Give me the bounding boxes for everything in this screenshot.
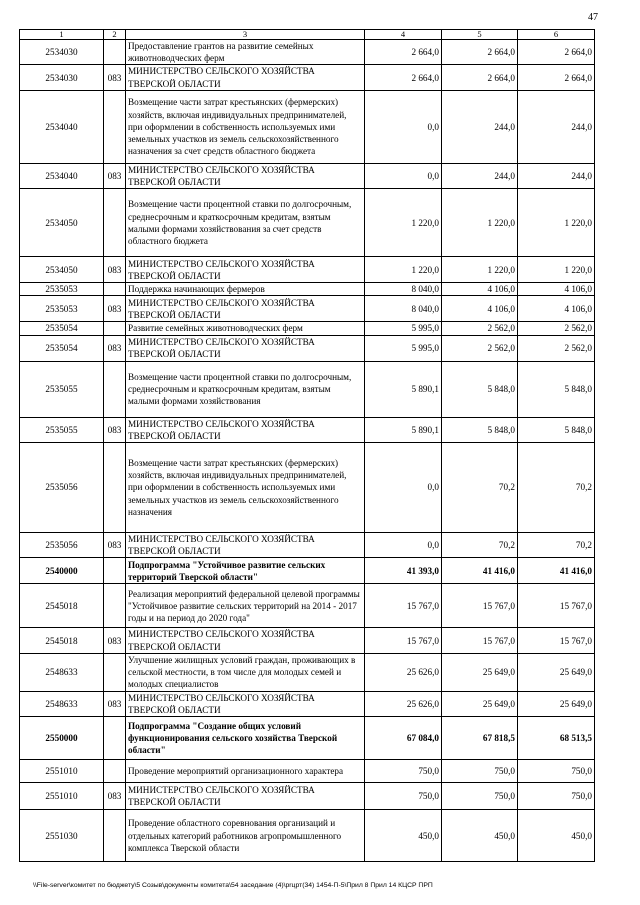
value-col4-cell: 5 890,1 [365, 361, 442, 417]
table-row [20, 322, 595, 335]
value-col4-cell: 1 220,0 [365, 257, 442, 283]
dept-cell: 083 [104, 783, 126, 810]
page-number: 47 [588, 12, 598, 23]
value-col4-cell: 5 890,1 [365, 417, 442, 442]
value-col4-cell: 0,0 [365, 533, 442, 558]
value-col4-cell: 5 995,0 [365, 322, 442, 335]
name-cell: МИНИСТЕРСТВО СЕЛЬСКОГО ХОЗЯЙСТВА ТВЕРСКОЙ ОБЛАСТИ [126, 257, 365, 283]
code-cell: 2535056 [20, 443, 104, 533]
code-cell: 2548633 [20, 653, 104, 691]
table-row [20, 189, 595, 257]
value-col4-cell: 25 626,0 [365, 653, 442, 691]
value-col6-cell: 1 220,0 [518, 189, 595, 257]
value-col5-cell: 4 106,0 [442, 283, 518, 296]
dept-cell [104, 810, 126, 862]
value-col4-cell: 15 767,0 [365, 584, 442, 628]
code-cell: 2534050 [20, 189, 104, 257]
value-col5-cell: 15 767,0 [442, 584, 518, 628]
code-cell: 2534040 [20, 90, 104, 163]
name-cell: Подпрограмма "Устойчивое развитие сельских территорий Тверской области" [126, 558, 365, 584]
value-col6-cell: 25 649,0 [518, 691, 595, 716]
table-row [20, 40, 595, 65]
value-col5-cell: 70,2 [442, 443, 518, 533]
name-cell: МИНИСТЕРСТВО СЕЛЬСКОГО ХОЗЯЙСТВА ТВЕРСКОЙ ОБЛАСТИ [126, 417, 365, 442]
value-col5-cell: 1 220,0 [442, 257, 518, 283]
value-col4-cell: 25 626,0 [365, 691, 442, 716]
value-col4-cell: 8 040,0 [365, 283, 442, 296]
table-row [20, 691, 595, 716]
value-col6-cell: 5 848,0 [518, 417, 595, 442]
code-cell: 2540000 [20, 558, 104, 584]
value-col6-cell: 1 220,0 [518, 257, 595, 283]
dept-cell: 083 [104, 628, 126, 653]
value-col6-cell: 450,0 [518, 810, 595, 862]
value-col6-cell: 4 106,0 [518, 296, 595, 322]
dept-cell: 083 [104, 65, 126, 90]
dept-cell [104, 283, 126, 296]
table-row [20, 558, 595, 584]
code-cell: 2548633 [20, 691, 104, 716]
value-col5-cell: 750,0 [442, 760, 518, 783]
table-row [20, 90, 595, 163]
dept-cell: 083 [104, 533, 126, 558]
name-cell: МИНИСТЕРСТВО СЕЛЬСКОГО ХОЗЯЙСТВА ТВЕРСКОЙ ОБЛАСТИ [126, 628, 365, 653]
dept-cell: 083 [104, 335, 126, 361]
table-row [20, 65, 595, 90]
code-cell: 2535054 [20, 322, 104, 335]
dept-cell [104, 322, 126, 335]
value-col6-cell: 15 767,0 [518, 584, 595, 628]
table-row [20, 810, 595, 862]
value-col5-cell: 25 649,0 [442, 653, 518, 691]
table-row [20, 717, 595, 760]
value-col6-cell: 70,2 [518, 533, 595, 558]
value-col4-cell: 41 393,0 [365, 558, 442, 584]
dept-cell [104, 189, 126, 257]
code-cell: 2545018 [20, 584, 104, 628]
value-col5-cell: 70,2 [442, 533, 518, 558]
value-col4-cell: 1 220,0 [365, 189, 442, 257]
value-col5-cell: 244,0 [442, 90, 518, 163]
code-cell: 2535053 [20, 296, 104, 322]
footer-path: \\File-server\комитет по бюджету\5 Созыв\документы комитета\54 заседание (4)\prцрт(34) 1454-П-5\Прил 8 Прил 14 КЦСР ПРП [33, 882, 433, 889]
value-col6-cell: 750,0 [518, 783, 595, 810]
code-cell: 2534040 [20, 163, 104, 188]
value-col6-cell: 244,0 [518, 90, 595, 163]
name-cell: МИНИСТЕРСТВО СЕЛЬСКОГО ХОЗЯЙСТВА ТВЕРСКОЙ ОБЛАСТИ [126, 163, 365, 188]
name-cell: Возмещение части процентной ставки по долгосрочным, среднесрочным и краткосрочным кредитам, взятым малыми формами хозяйствования за счет средств областного бюджета [126, 189, 365, 257]
code-cell: 2551010 [20, 760, 104, 783]
header-row [20, 30, 595, 40]
code-cell: 2545018 [20, 628, 104, 653]
value-col4-cell: 0,0 [365, 163, 442, 188]
table-row [20, 783, 595, 810]
dept-cell: 083 [104, 257, 126, 283]
value-col6-cell: 2 664,0 [518, 40, 595, 65]
value-col4-cell: 750,0 [365, 760, 442, 783]
value-col5-cell: 4 106,0 [442, 296, 518, 322]
dept-cell [104, 717, 126, 760]
value-col6-cell: 750,0 [518, 760, 595, 783]
col-header-5: 5 [442, 30, 518, 40]
table-row [20, 361, 595, 417]
col-header-1: 1 [20, 30, 104, 40]
name-cell: Возмещение части затрат крестьянских (фермерских) хозяйств, включая индивидуальных предпринимателей, при оформлении в собственность используемых ими земельных участков из земель сельскохозяйственного назначения [126, 443, 365, 533]
dept-cell [104, 653, 126, 691]
value-col5-cell: 15 767,0 [442, 628, 518, 653]
table-row [20, 584, 595, 628]
value-col5-cell: 750,0 [442, 783, 518, 810]
name-cell: Возмещение части процентной ставки по долгосрочным, среднесрочным и краткосрочным кредитам, взятым малыми формами хозяйствования [126, 361, 365, 417]
dept-cell: 083 [104, 417, 126, 442]
dept-cell [104, 443, 126, 533]
value-col5-cell: 2 664,0 [442, 65, 518, 90]
name-cell: МИНИСТЕРСТВО СЕЛЬСКОГО ХОЗЯЙСТВА ТВЕРСКОЙ ОБЛАСТИ [126, 691, 365, 716]
code-cell: 2534030 [20, 40, 104, 65]
value-col4-cell: 5 995,0 [365, 335, 442, 361]
value-col4-cell: 450,0 [365, 810, 442, 862]
table-row [20, 533, 595, 558]
col-header-6: 6 [518, 30, 595, 40]
value-col6-cell: 2 562,0 [518, 335, 595, 361]
name-cell: МИНИСТЕРСТВО СЕЛЬСКОГО ХОЗЯЙСТВА ТВЕРСКОЙ ОБЛАСТИ [126, 533, 365, 558]
value-col6-cell: 70,2 [518, 443, 595, 533]
value-col5-cell: 2 562,0 [442, 322, 518, 335]
value-col5-cell: 5 848,0 [442, 361, 518, 417]
code-cell: 2535055 [20, 417, 104, 442]
dept-cell [104, 584, 126, 628]
value-col6-cell: 2 562,0 [518, 322, 595, 335]
code-cell: 2551010 [20, 783, 104, 810]
code-cell: 2534030 [20, 65, 104, 90]
value-col4-cell: 67 084,0 [365, 717, 442, 760]
budget-table [19, 29, 595, 862]
col-header-4: 4 [365, 30, 442, 40]
value-col6-cell: 25 649,0 [518, 653, 595, 691]
table-row [20, 760, 595, 783]
dept-cell [104, 40, 126, 65]
name-cell: Возмещение части затрат крестьянских (фермерских) хозяйств, включая индивидуальных предпринимателей, при оформлении в собственность используемых ими земельных участков из земель сельскохозяйственного назначения за счет средств областного бюджета [126, 90, 365, 163]
table-row [20, 283, 595, 296]
table-row [20, 296, 595, 322]
name-cell: Развитие семейных животноводческих ферм [126, 322, 365, 335]
name-cell: МИНИСТЕРСТВО СЕЛЬСКОГО ХОЗЯЙСТВА ТВЕРСКОЙ ОБЛАСТИ [126, 783, 365, 810]
value-col4-cell: 0,0 [365, 90, 442, 163]
dept-cell: 083 [104, 163, 126, 188]
code-cell: 2550000 [20, 717, 104, 760]
table-row [20, 257, 595, 283]
value-col4-cell: 750,0 [365, 783, 442, 810]
name-cell: Предоставление грантов на развитие семейных животноводческих ферм [126, 40, 365, 65]
table-row [20, 628, 595, 653]
name-cell: МИНИСТЕРСТВО СЕЛЬСКОГО ХОЗЯЙСТВА ТВЕРСКОЙ ОБЛАСТИ [126, 296, 365, 322]
value-col6-cell: 15 767,0 [518, 628, 595, 653]
value-col4-cell: 15 767,0 [365, 628, 442, 653]
col-header-2: 2 [104, 30, 126, 40]
table-row [20, 417, 595, 442]
table-row [20, 163, 595, 188]
value-col6-cell: 68 513,5 [518, 717, 595, 760]
value-col4-cell: 0,0 [365, 443, 442, 533]
name-cell: Реализация мероприятий федеральной целевой программы "Устойчивое развитие сельских территорий на 2014 - 2017 годы и на период до 2020 года" [126, 584, 365, 628]
dept-cell [104, 361, 126, 417]
code-cell: 2535056 [20, 533, 104, 558]
name-cell: Проведение областного соревнования организаций и отдельных категорий работников агропромышленного комплекса Тверской области [126, 810, 365, 862]
value-col6-cell: 5 848,0 [518, 361, 595, 417]
dept-cell: 083 [104, 691, 126, 716]
dept-cell: 083 [104, 296, 126, 322]
value-col5-cell: 5 848,0 [442, 417, 518, 442]
col-header-3: 3 [126, 30, 365, 40]
value-col6-cell: 244,0 [518, 163, 595, 188]
code-cell: 2551030 [20, 810, 104, 862]
table-row [20, 653, 595, 691]
value-col6-cell: 41 416,0 [518, 558, 595, 584]
value-col5-cell: 244,0 [442, 163, 518, 188]
value-col5-cell: 450,0 [442, 810, 518, 862]
name-cell: Проведение мероприятий организационного характера [126, 760, 365, 783]
dept-cell [104, 760, 126, 783]
value-col4-cell: 2 664,0 [365, 65, 442, 90]
table-row [20, 443, 595, 533]
value-col4-cell: 8 040,0 [365, 296, 442, 322]
code-cell: 2535053 [20, 283, 104, 296]
value-col6-cell: 2 664,0 [518, 65, 595, 90]
name-cell: МИНИСТЕРСТВО СЕЛЬСКОГО ХОЗЯЙСТВА ТВЕРСКОЙ ОБЛАСТИ [126, 335, 365, 361]
name-cell: МИНИСТЕРСТВО СЕЛЬСКОГО ХОЗЯЙСТВА ТВЕРСКОЙ ОБЛАСТИ [126, 65, 365, 90]
value-col5-cell: 41 416,0 [442, 558, 518, 584]
value-col5-cell: 25 649,0 [442, 691, 518, 716]
value-col5-cell: 2 562,0 [442, 335, 518, 361]
name-cell: Улучшение жилищных условий граждан, проживающих в сельской местности, в том числе для молодых семей и молодых специалистов [126, 653, 365, 691]
name-cell: Подпрограмма "Создание общих условий функционирования сельского хозяйства Тверской области" [126, 717, 365, 760]
value-col5-cell: 67 818,5 [442, 717, 518, 760]
dept-cell [104, 90, 126, 163]
value-col5-cell: 1 220,0 [442, 189, 518, 257]
table-row [20, 335, 595, 361]
dept-cell [104, 558, 126, 584]
code-cell: 2534050 [20, 257, 104, 283]
value-col4-cell: 2 664,0 [365, 40, 442, 65]
code-cell: 2535055 [20, 361, 104, 417]
value-col6-cell: 4 106,0 [518, 283, 595, 296]
value-col5-cell: 2 664,0 [442, 40, 518, 65]
code-cell: 2535054 [20, 335, 104, 361]
name-cell: Поддержка начинающих фермеров [126, 283, 365, 296]
